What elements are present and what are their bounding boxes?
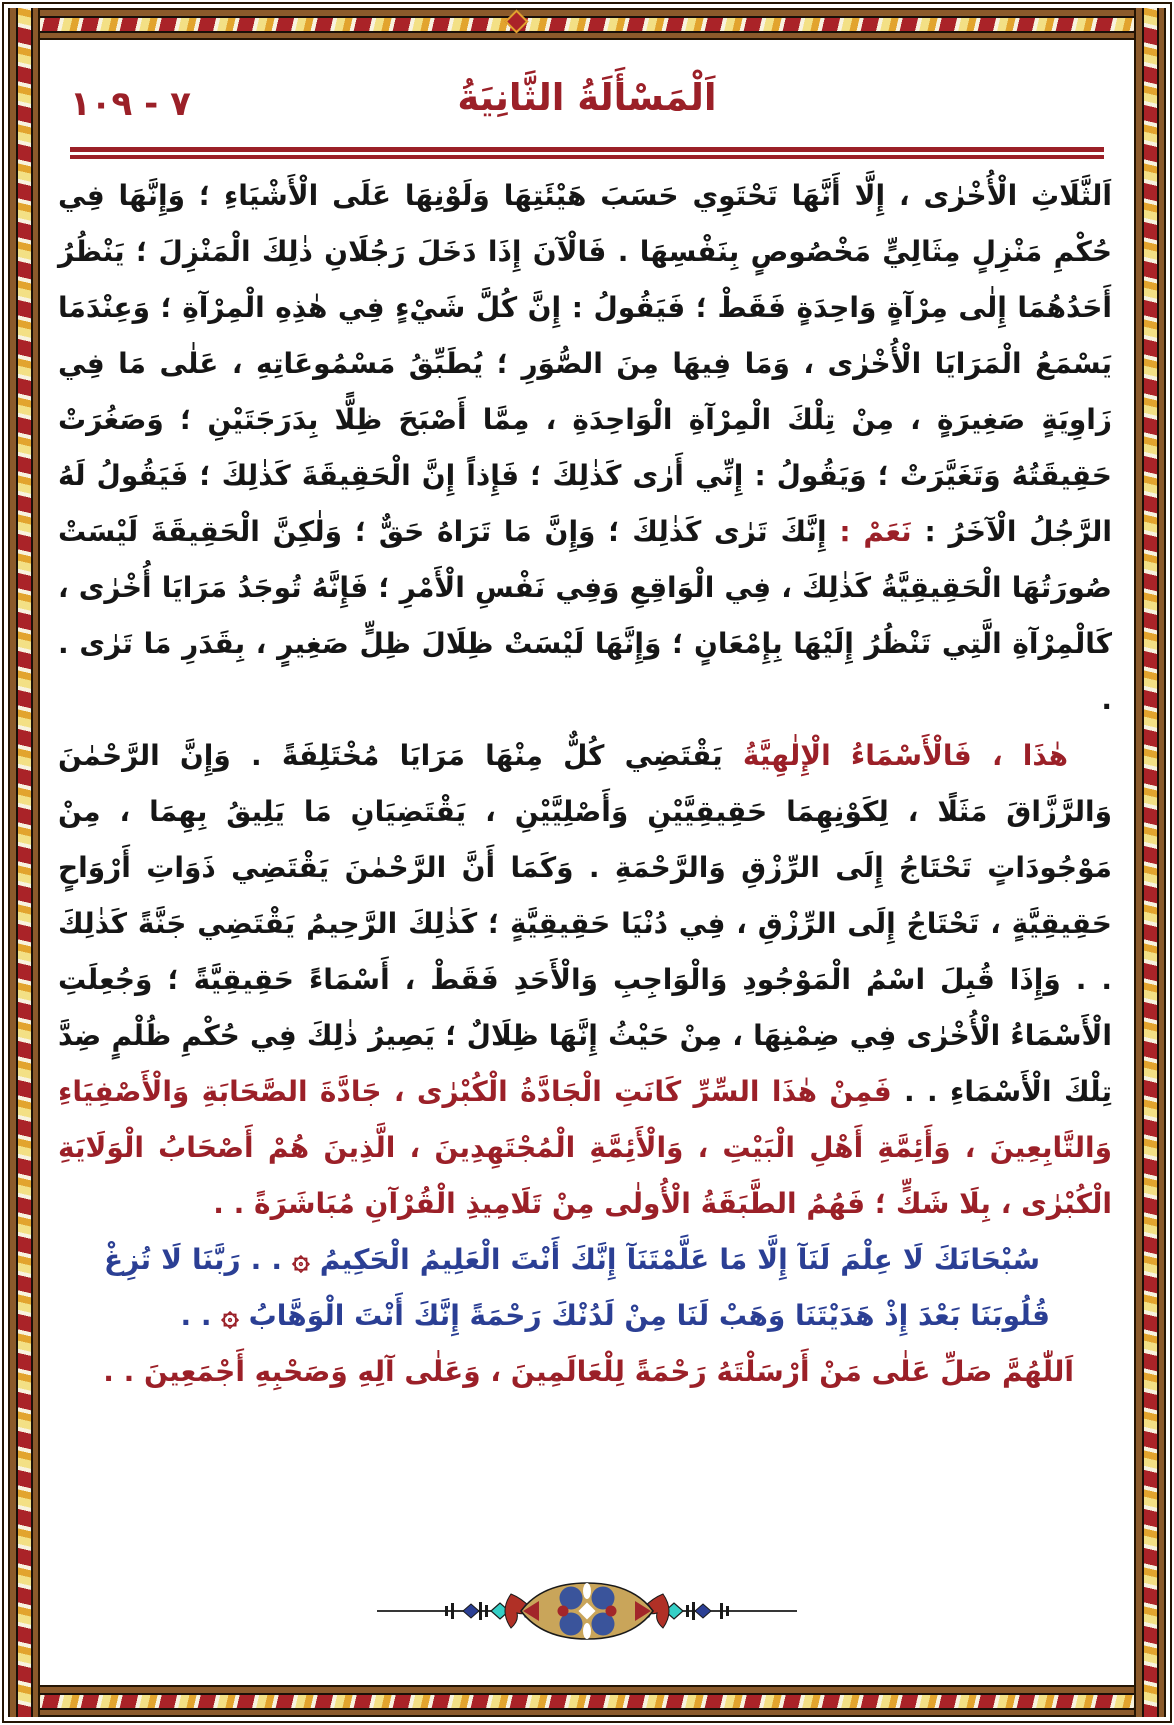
center-medallion bbox=[521, 1583, 653, 1639]
text-run-maroon: فَمِنْ هٰذَا السِّرِّ كَانَتِ الْجَادَّةُ الْكُبْرٰى ، جَادَّةَ الصَّحَابَةِ وَالْأَصْفِيَاءِ وَالتَّابِعِينَ ، وَأَئِمَّةِ أَهْلِ الْبَيْتِ ، وَالْأَئِمَّةِ الْمُجْتَهِدِينَ ، الَّذِينَ هُمْ أَصْحَابُ الْوَلَايَةِ الْكُبْرٰى ، بِلَا شَكٍّ ؛ فَهُمُ الطَّبَقَةُ الْأُولٰى مِنْ تَلَامِيذِ الْقُرْآنِ مُبَاشَرَةً . . bbox=[58, 1075, 1112, 1220]
text-run-black: اَلثَّلَاثِ الْأُخْرٰى ، إِلَّا أَنَّهَا تَحْتَوِي حَسَبَ هَيْئَتِهَا وَلَوْنِهَا عَلَى الْأَشْيَاءِ ؛ وَإِنَّهَا فِي حُكْمِ مَنْزِلٍ مِثَالِيٍّ مَخْصُوصٍ بِنَفْسِهَا . فَالْآنَ إِذَا دَخَلَ رَجُلَانِ ذٰلِكَ الْمَنْزِلَ ؛ يَنْظُرُ أَحَدُهُمَا إِلٰى مِرْآةٍ وَاحِدَةٍ فَقَطْ ؛ فَيَقُولُ : إِنَّ كُلَّ شَيْءٍ فِي هٰذِهِ الْمِرْآةِ ؛ وَعِنْدَمَا يَسْمَعُ الْمَرَايَا الْأُخْرٰى ، وَمَا فِيهَا مِنَ الصُّوَرِ ؛ يُطَبِّقُ مَسْمُوعَاتِهِ ، عَلٰى مَا فِي زَاوِيَةٍ صَغِيرَةٍ ، مِنْ تِلْكَ الْمِرْآةِ الْوَاحِدَةِ ، مِمَّا أَصْبَحَ ظِلًّا بِدَرَجَتَيْنِ ؛ وَصَغُرَتْ حَقِيقَتُهُ وَتَغَيَّرَتْ ؛ وَيَقُولُ : إِنِّي أَرٰى كَذٰلِكَ ؛ فَإِذاً إِنَّ الْحَقِيقَةَ كَذٰلِكَ ؛ فَيَقُولُ لَهُ الرَّجُلُ الْآخَرُ : bbox=[58, 179, 1113, 548]
text-run-black: يَقْتَضِي كُلٌّ مِنْهَا مَرَايَا مُخْتَلِفَةً . وَإِنَّ الرَّحْمٰنَ وَالرَّزَّاقَ مَثَلًا ، لِكَوْنِهِمَا حَقِيقِيَّيْنِ وَأَصْلِيَّيْنِ ، يَقْتَضِيَانِ مَا يَلِيقُ بِهِمَا ، مِنْ مَوْجُودَاتٍ تَحْتَاجُ إِلَى الرِّزْقِ وَالرَّحْمَةِ . وَكَمَا أَنَّ الرَّحْمٰنَ يَقْتَضِي ذَوَاتِ أَرْوَاحٍ حَقِيقِيَّةٍ ، تَحْتَاجُ إِلَى الرِّزْقِ ، فِي دُنْيَا حَقِيقِيَّةٍ ؛ كَذٰلِكَ الرَّحِيمُ يَقْتَضِي جَنَّةً كَذٰلِكَ . . وَإِذَا قُبِلَ اسْمُ الْمَوْجُودِ وَالْوَاجِبِ وَالْأَحَدِ فَقَطْ ، أَسْمَاءً حَقِيقِيَّةً ؛ وَجُعِلَتِ الْأَسْمَاءُ الْأُخْرٰى فِي ضِمْنِهَا ، مِنْ حَيْثُ إِنَّهَا ظِلَالٌ ؛ يَصِيرُ ذٰلِكَ فِي حُكْمِ ظُلْمٍ ضِدَّ تِلْكَ الْأَسْمَاءِ . . bbox=[58, 739, 1112, 1108]
paragraph-quran-quote bbox=[58, 1232, 1112, 1344]
paragraph-salawat bbox=[58, 1344, 1112, 1400]
paragraph-divine-names bbox=[58, 728, 1112, 1232]
page-number: ٧ - ١٠٩ bbox=[70, 84, 191, 124]
decorative-border-right bbox=[1134, 8, 1166, 1717]
footer-ornament bbox=[377, 1580, 797, 1648]
text-run-rosette: ۞ bbox=[292, 1242, 310, 1277]
text-run-maroon: نَعَمْ : bbox=[826, 515, 912, 548]
decorative-border-top bbox=[8, 8, 1166, 40]
text-run-black: إِنَّكَ تَرٰى كَذٰلِكَ ؛ وَإِنَّ مَا تَرَاهُ حَقٌّ ؛ وَلٰكِنَّ الْحَقِيقَةَ لَيْسَتْ صُورَتُهَا الْحَقِيقِيَّةُ كَذٰلِكَ ، فِي الْوَاقِعِ وَفِي نَفْسِ الْأَمْرِ ؛ فَإِنَّهُ تُوجَدُ مَرَايَا أُخْرٰى ، كَالْمِرْآةِ الَّتِي تَنْظُرُ إِلَيْهَا بِإِمْعَانٍ ؛ وَإِنَّهَا لَيْسَتْ ظِلَالَ ظِلٍّ صَغِيرٍ ، بِقَدَرِ مَا تَرٰى . . bbox=[58, 515, 1112, 716]
footer-divider-icon bbox=[377, 1580, 797, 1644]
paragraph-mirrors-analogy bbox=[58, 168, 1112, 728]
body-text bbox=[58, 168, 1112, 1400]
title-divider-rule bbox=[70, 147, 1104, 159]
text-run-rosette: ۞ bbox=[221, 1298, 239, 1333]
text-run-maroon: هٰذَا ، فَالْأَسْمَاءُ الْإِلٰهِيَّةُ bbox=[722, 739, 1068, 772]
page-title: اَلْمَسْأَلَةُ الثَّانِيَةُ bbox=[457, 76, 717, 119]
decorative-border-left bbox=[8, 8, 40, 1717]
text-run-blue: . . bbox=[180, 1299, 222, 1332]
text-run-maroon: اَللّٰهُمَّ صَلِّ عَلٰى مَنْ أَرْسَلْتَهُ رَحْمَةً لِلْعَالَمِينَ ، وَعَلٰى آلِهِ وَصَحْبِهِ أَجْمَعِينَ . . bbox=[103, 1355, 1074, 1388]
decorative-border-bottom bbox=[8, 1685, 1166, 1717]
text-run-blue: . . رَبَّنَا لَا تُزِغْ قُلُوبَنَا بَعْدَ إِذْ هَدَيْتَنَا وَهَبْ لَنَا مِنْ لَدُنْكَ رَحْمَةً إِنَّكَ أَنْتَ الْوَهَّابُ bbox=[104, 1243, 1050, 1332]
text-run-blue: سُبْحَانَكَ لَا عِلْمَ لَنَآ إِلَّا مَا عَلَّمْتَنَآ إِنَّكَ أَنْتَ الْعَلِيمُ الْحَكِيمُ bbox=[309, 1243, 1040, 1276]
